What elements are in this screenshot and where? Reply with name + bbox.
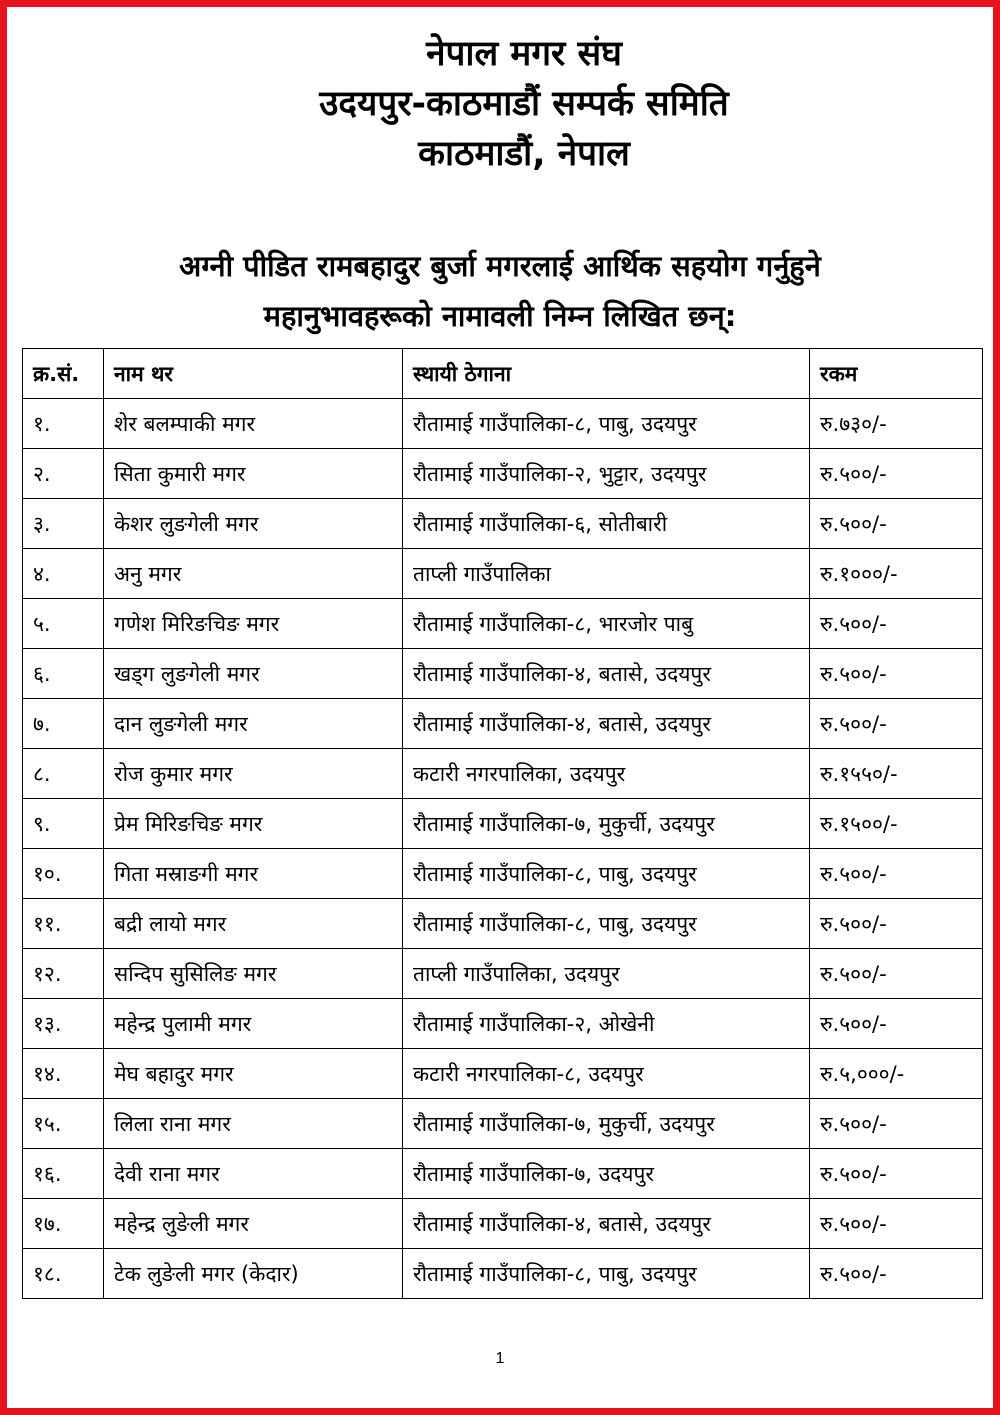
serial-number-cell: २.: [23, 449, 104, 499]
amount-cell: रु.५००/-: [810, 499, 983, 549]
serial-number-cell: ६.: [23, 649, 104, 699]
serial-number-cell: १७.: [23, 1199, 104, 1249]
header-address: स्थायी ठेगाना: [403, 349, 810, 399]
donor-name-cell: प्रेम मिरिङचिङ मगर: [104, 799, 403, 849]
amount-cell: रु.५००/-: [810, 949, 983, 999]
table-row: [23, 949, 983, 999]
table-header-row: [23, 349, 983, 399]
table-row: [23, 549, 983, 599]
amount-cell: रु.५००/-: [810, 449, 983, 499]
donor-name-cell: दान लुङगेली मगर: [104, 699, 403, 749]
table-row: [23, 399, 983, 449]
table-row: [23, 1049, 983, 1099]
serial-number-cell: १२.: [23, 949, 104, 999]
committee-name: उदयपुर-काठमाडौं सम्पर्क समिति: [319, 84, 729, 124]
address-cell: ताप्ली गाउँपालिका: [403, 549, 810, 599]
serial-number-cell: ७.: [23, 699, 104, 749]
serial-number-cell: १८.: [23, 1249, 104, 1299]
amount-cell: रु.५,०००/-: [810, 1049, 983, 1099]
title-line-2: महानुभावहरूको नामावली निम्न लिखित छन्:: [263, 299, 737, 333]
serial-number-cell: १३.: [23, 999, 104, 1049]
title-line-1: अग्नी पीडित रामबहादुर बुर्जा मगरलाई आर्थिक सहयोग गर्नुहुने: [179, 249, 821, 283]
serial-number-cell: ९.: [23, 799, 104, 849]
table-row: [23, 799, 983, 849]
serial-number-cell: १६.: [23, 1149, 104, 1199]
donor-name-cell: बद्री लायो मगर: [104, 899, 403, 949]
address-cell: रौतामाई गाउँपालिका-४, बतासे, उदयपुर: [403, 1199, 810, 1249]
page-number: 1: [495, 1350, 505, 1367]
donor-name-cell: गणेश मिरिङचिङ मगर: [104, 599, 403, 649]
donor-name-cell: अनु मगर: [104, 549, 403, 599]
table-row: [23, 749, 983, 799]
table-row: [23, 999, 983, 1049]
table-row: [23, 599, 983, 649]
address-cell: रौतामाई गाउँपालिका-२, भुट्टार, उदयपुर: [403, 449, 810, 499]
table-row: [23, 849, 983, 899]
address-cell: रौतामाई गाउँपालिका-८, पाबु, उदयपुर: [403, 849, 810, 899]
address-cell: रौतामाई गाउँपालिका-६, सोतीबारी: [403, 499, 810, 549]
donor-table: [22, 348, 983, 1299]
address-cell: रौतामाई गाउँपालिका-८, पाबु, उदयपुर: [403, 899, 810, 949]
serial-number-cell: १०.: [23, 849, 104, 899]
organization-location: काठमाडौं, नेपाल: [418, 134, 630, 174]
amount-cell: रु.५००/-: [810, 899, 983, 949]
serial-number-cell: १४.: [23, 1049, 104, 1099]
donor-name-cell: खड्ग लुङगेली मगर: [104, 649, 403, 699]
address-cell: रौतामाई गाउँपालिका-४, बतासे, उदयपुर: [403, 699, 810, 749]
document-title: [7, 241, 993, 341]
donor-name-cell: देवी राना मगर: [104, 1149, 403, 1199]
amount-cell: रु.५००/-: [810, 849, 983, 899]
serial-number-cell: ४.: [23, 549, 104, 599]
organization-name: नेपाल मगर संघ: [426, 34, 622, 74]
table-row: [23, 899, 983, 949]
donor-name-cell: महेन्द्र लुङेली मगर: [104, 1199, 403, 1249]
amount-cell: रु.१०००/-: [810, 549, 983, 599]
header-amount: रकम: [810, 349, 983, 399]
amount-cell: रु.१५५०/-: [810, 749, 983, 799]
table-row: [23, 499, 983, 549]
donor-name-cell: टेक लुङेली मगर (केदार): [104, 1249, 403, 1299]
address-cell: रौतामाई गाउँपालिका-७, उदयपुर: [403, 1149, 810, 1199]
serial-number-cell: १५.: [23, 1099, 104, 1149]
amount-cell: रु.१५००/-: [810, 799, 983, 849]
header-serial-number: क्र.सं.: [23, 349, 104, 399]
donor-name-cell: गिता मस्राङगी मगर: [104, 849, 403, 899]
table-row: [23, 1149, 983, 1199]
table-row: [23, 649, 983, 699]
amount-cell: रु.५००/-: [810, 1249, 983, 1299]
donor-table-body: [23, 399, 983, 1299]
address-cell: रौतामाई गाउँपालिका-८, पाबु, उदयपुर: [403, 399, 810, 449]
donor-name-cell: मेघ बहादुर मगर: [104, 1049, 403, 1099]
donor-name-cell: सिता कुमारी मगर: [104, 449, 403, 499]
table-row: [23, 1199, 983, 1249]
donor-name-cell: रोज कुमार मगर: [104, 749, 403, 799]
donor-name-cell: सन्दिप सुसिलिङ मगर: [104, 949, 403, 999]
address-cell: रौतामाई गाउँपालिका-८, पाबु, उदयपुर: [403, 1249, 810, 1299]
amount-cell: रु.५००/-: [810, 599, 983, 649]
serial-number-cell: १.: [23, 399, 104, 449]
organization-header: [7, 29, 993, 179]
amount-cell: रु.५००/-: [810, 1199, 983, 1249]
donor-name-cell: शेर बलम्पाकी मगर: [104, 399, 403, 449]
address-cell: रौतामाई गाउँपालिका-४, बतासे, उदयपुर: [403, 649, 810, 699]
donor-name-cell: महेन्द्र पुलामी मगर: [104, 999, 403, 1049]
address-cell: रौतामाई गाउँपालिका-७, मुकुर्ची, उदयपुर: [403, 799, 810, 849]
serial-number-cell: ११.: [23, 899, 104, 949]
address-cell: कटारी नगरपालिका-८, उदयपुर: [403, 1049, 810, 1099]
amount-cell: रु.७३०/-: [810, 399, 983, 449]
amount-cell: रु.५००/-: [810, 699, 983, 749]
table-row: [23, 1249, 983, 1299]
serial-number-cell: ५.: [23, 599, 104, 649]
amount-cell: रु.५००/-: [810, 1099, 983, 1149]
header-name: नाम थर: [104, 349, 403, 399]
address-cell: कटारी नगरपालिका, उदयपुर: [403, 749, 810, 799]
address-cell: ताप्ली गाउँपालिका, उदयपुर: [403, 949, 810, 999]
address-cell: रौतामाई गाउँपालिका-७, मुकुर्ची, उदयपुर: [403, 1099, 810, 1149]
amount-cell: रु.५००/-: [810, 999, 983, 1049]
serial-number-cell: ८.: [23, 749, 104, 799]
table-row: [23, 1099, 983, 1149]
donor-name-cell: केशर लुङगेली मगर: [104, 499, 403, 549]
address-cell: रौतामाई गाउँपालिका-२, ओखेनी: [403, 999, 810, 1049]
amount-cell: रु.५००/-: [810, 1149, 983, 1199]
donor-name-cell: लिला राना मगर: [104, 1099, 403, 1149]
amount-cell: रु.५००/-: [810, 649, 983, 699]
address-cell: रौतामाई गाउँपालिका-८, भारजोर पाबु: [403, 599, 810, 649]
table-row: [23, 699, 983, 749]
serial-number-cell: ३.: [23, 499, 104, 549]
table-row: [23, 449, 983, 499]
